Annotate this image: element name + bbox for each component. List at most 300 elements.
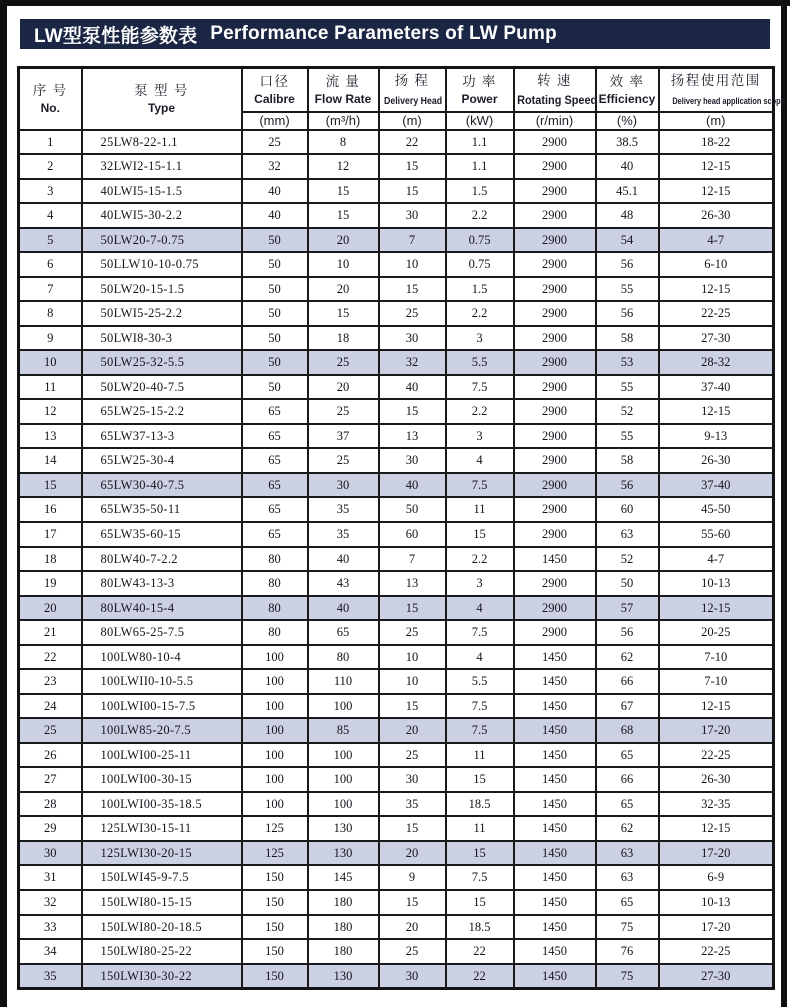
cell-rotating-speed: 2900 (514, 252, 596, 277)
cell-calibre: 32 (242, 154, 308, 179)
cell-rotating-speed: 2900 (514, 448, 596, 473)
cell-rotating-speed: 2900 (514, 375, 596, 400)
cell-rotating-speed: 1450 (514, 669, 596, 694)
cell-no: 1 (19, 130, 82, 155)
cell-power: 4 (446, 448, 514, 473)
cell-calibre: 100 (242, 792, 308, 817)
cell-calibre: 65 (242, 399, 308, 424)
cell-calibre: 40 (242, 203, 308, 228)
cell-rotating-speed: 1450 (514, 816, 596, 841)
cell-rotating-speed: 2900 (514, 301, 596, 326)
cell-delivery-head: 40 (379, 473, 446, 498)
col-label-zh: 扬 程 (394, 72, 430, 88)
col-header-calibre (242, 68, 308, 112)
cell-delivery-head: 10 (379, 645, 446, 670)
col-label-en: Delivery Head (383, 95, 442, 107)
table-row (19, 424, 774, 449)
cell-scope: 10-13 (659, 571, 774, 596)
cell-no: 35 (19, 964, 82, 989)
cell-efficiency: 76 (596, 939, 659, 964)
cell-no: 15 (19, 473, 82, 498)
cell-type: 100LWI00-25-11 (82, 743, 242, 768)
cell-calibre: 65 (242, 448, 308, 473)
cell-flow-rate: 180 (308, 939, 379, 964)
scan-edge-right (781, 0, 787, 1007)
cell-scope: 18-22 (659, 130, 774, 155)
cell-delivery-head: 30 (379, 767, 446, 792)
cell-rotating-speed: 2900 (514, 277, 596, 302)
cell-calibre: 125 (242, 816, 308, 841)
cell-delivery-head: 15 (379, 816, 446, 841)
cell-no: 33 (19, 915, 82, 940)
table-row (19, 522, 774, 547)
cell-delivery-head: 7 (379, 547, 446, 572)
cell-calibre: 50 (242, 228, 308, 253)
table-row (19, 277, 774, 302)
cell-efficiency: 40 (596, 154, 659, 179)
col-label-zh: 口径 (259, 74, 290, 90)
cell-efficiency: 63 (596, 841, 659, 866)
cell-rotating-speed: 2900 (514, 620, 596, 645)
cell-type: 25LW8-22-1.1 (82, 130, 242, 155)
cell-efficiency: 48 (596, 203, 659, 228)
cell-delivery-head: 15 (379, 154, 446, 179)
cell-calibre: 125 (242, 841, 308, 866)
cell-calibre: 80 (242, 596, 308, 621)
cell-flow-rate: 130 (308, 841, 379, 866)
cell-power: 3 (446, 424, 514, 449)
cell-efficiency: 62 (596, 816, 659, 841)
cell-power: 2.2 (446, 301, 514, 326)
cell-rotating-speed: 1450 (514, 915, 596, 940)
cell-flow-rate: 8 (308, 130, 379, 155)
cell-type: 100LWII0-10-5.5 (82, 669, 242, 694)
col-unit-rotating-speed: (r/min) (514, 112, 596, 130)
cell-delivery-head: 30 (379, 326, 446, 351)
cell-delivery-head: 60 (379, 522, 446, 547)
cell-flow-rate: 40 (308, 596, 379, 621)
table-row (19, 718, 774, 743)
cell-scope: 26-30 (659, 767, 774, 792)
cell-efficiency: 67 (596, 694, 659, 719)
cell-rotating-speed: 1450 (514, 792, 596, 817)
cell-type: 65LW30-40-7.5 (82, 473, 242, 498)
col-header-rotating-speed (514, 68, 596, 112)
table-row (19, 301, 774, 326)
col-header-no (19, 68, 82, 130)
cell-power: 15 (446, 767, 514, 792)
cell-delivery-head: 9 (379, 865, 446, 890)
col-label-en: Efficiency (598, 91, 656, 106)
cell-calibre: 50 (242, 326, 308, 351)
cell-efficiency: 66 (596, 669, 659, 694)
cell-flow-rate: 100 (308, 694, 379, 719)
cell-calibre: 50 (242, 350, 308, 375)
cell-power: 2.2 (446, 203, 514, 228)
col-header-efficiency (596, 68, 659, 112)
cell-power: 0.75 (446, 252, 514, 277)
col-label-zh: 流 量 (325, 74, 361, 90)
cell-calibre: 80 (242, 547, 308, 572)
cell-type: 150LWI30-30-22 (82, 964, 242, 989)
cell-delivery-head: 25 (379, 301, 446, 326)
cell-rotating-speed: 1450 (514, 743, 596, 768)
col-label-zh: 序 号 (32, 83, 68, 99)
cell-delivery-head: 15 (379, 399, 446, 424)
cell-scope: 17-20 (659, 718, 774, 743)
cell-flow-rate: 20 (308, 228, 379, 253)
col-label-en: No. (40, 100, 60, 115)
cell-scope: 45-50 (659, 497, 774, 522)
cell-delivery-head: 15 (379, 694, 446, 719)
page-title-zh: LW型泵性能参数表 (34, 25, 198, 47)
cell-flow-rate: 12 (308, 154, 379, 179)
cell-power: 11 (446, 497, 514, 522)
cell-efficiency: 68 (596, 718, 659, 743)
cell-rotating-speed: 1450 (514, 865, 596, 890)
cell-efficiency: 65 (596, 792, 659, 817)
cell-calibre: 150 (242, 964, 308, 989)
cell-no: 24 (19, 694, 82, 719)
col-header-power (446, 68, 514, 112)
table-row (19, 547, 774, 572)
cell-rotating-speed: 2900 (514, 326, 596, 351)
cell-rotating-speed: 2900 (514, 424, 596, 449)
cell-type: 65LW35-50-11 (82, 497, 242, 522)
col-label-en: Delivery head application scope (671, 95, 785, 106)
cell-type: 150LWI45-9-7.5 (82, 865, 242, 890)
cell-flow-rate: 37 (308, 424, 379, 449)
cell-flow-rate: 20 (308, 277, 379, 302)
cell-delivery-head: 10 (379, 252, 446, 277)
cell-no: 4 (19, 203, 82, 228)
cell-type: 65LW25-15-2.2 (82, 399, 242, 424)
table-row (19, 620, 774, 645)
cell-type: 80LW40-15-4 (82, 596, 242, 621)
performance-table (17, 66, 785, 990)
cell-efficiency: 38.5 (596, 130, 659, 155)
table-row (19, 228, 774, 253)
cell-power: 1.1 (446, 154, 514, 179)
cell-type: 100LWI00-30-15 (82, 767, 242, 792)
cell-rotating-speed: 1450 (514, 767, 596, 792)
cell-no: 5 (19, 228, 82, 253)
col-unit-flow-rate: (m³/h) (308, 112, 379, 130)
table-row (19, 375, 774, 400)
cell-calibre: 50 (242, 301, 308, 326)
cell-rotating-speed: 2900 (514, 522, 596, 547)
cell-delivery-head: 20 (379, 915, 446, 940)
cell-type: 150LWI80-20-18.5 (82, 915, 242, 940)
table-row (19, 743, 774, 768)
cell-flow-rate: 130 (308, 816, 379, 841)
table-row (19, 448, 774, 473)
cell-calibre: 150 (242, 865, 308, 890)
cell-efficiency: 62 (596, 645, 659, 670)
cell-rotating-speed: 2900 (514, 596, 596, 621)
cell-power: 4 (446, 596, 514, 621)
cell-power: 1.5 (446, 179, 514, 204)
cell-calibre: 50 (242, 277, 308, 302)
cell-efficiency: 52 (596, 547, 659, 572)
cell-scope: 22-25 (659, 301, 774, 326)
cell-scope: 26-30 (659, 203, 774, 228)
cell-calibre: 150 (242, 939, 308, 964)
cell-type: 100LWI00-15-7.5 (82, 694, 242, 719)
cell-flow-rate: 145 (308, 865, 379, 890)
cell-no: 8 (19, 301, 82, 326)
cell-flow-rate: 15 (308, 179, 379, 204)
cell-scope: 27-30 (659, 964, 774, 989)
cell-no: 2 (19, 154, 82, 179)
cell-type: 65LW35-60-15 (82, 522, 242, 547)
cell-type: 50LW20-40-7.5 (82, 375, 242, 400)
cell-efficiency: 57 (596, 596, 659, 621)
col-unit-calibre: (mm) (242, 112, 308, 130)
cell-no: 19 (19, 571, 82, 596)
cell-no: 32 (19, 890, 82, 915)
cell-rotating-speed: 1450 (514, 939, 596, 964)
cell-efficiency: 58 (596, 448, 659, 473)
cell-rotating-speed: 2900 (514, 350, 596, 375)
page-title (20, 19, 770, 49)
cell-rotating-speed: 1450 (514, 547, 596, 572)
col-header-delivery-head (379, 68, 446, 112)
cell-no: 20 (19, 596, 82, 621)
col-header-flow-rate (308, 68, 379, 112)
cell-no: 25 (19, 718, 82, 743)
cell-delivery-head: 15 (379, 596, 446, 621)
cell-type: 50LW20-15-1.5 (82, 277, 242, 302)
cell-flow-rate: 100 (308, 743, 379, 768)
cell-type: 80LW40-7-2.2 (82, 547, 242, 572)
cell-power: 1.1 (446, 130, 514, 155)
cell-no: 21 (19, 620, 82, 645)
cell-rotating-speed: 2900 (514, 399, 596, 424)
cell-flow-rate: 25 (308, 350, 379, 375)
cell-power: 1.5 (446, 277, 514, 302)
cell-power: 7.5 (446, 375, 514, 400)
cell-scope: 10-13 (659, 890, 774, 915)
cell-delivery-head: 15 (379, 890, 446, 915)
cell-power: 2.2 (446, 399, 514, 424)
cell-no: 23 (19, 669, 82, 694)
cell-power: 22 (446, 964, 514, 989)
table-row (19, 399, 774, 424)
cell-flow-rate: 180 (308, 890, 379, 915)
cell-power: 7.5 (446, 718, 514, 743)
cell-delivery-head: 20 (379, 718, 446, 743)
cell-flow-rate: 18 (308, 326, 379, 351)
cell-flow-rate: 85 (308, 718, 379, 743)
cell-scope: 37-40 (659, 375, 774, 400)
cell-flow-rate: 80 (308, 645, 379, 670)
cell-scope: 12-15 (659, 277, 774, 302)
cell-efficiency: 58 (596, 326, 659, 351)
cell-delivery-head: 20 (379, 841, 446, 866)
cell-efficiency: 55 (596, 424, 659, 449)
cell-scope: 28-32 (659, 350, 774, 375)
cell-flow-rate: 110 (308, 669, 379, 694)
cell-scope: 37-40 (659, 473, 774, 498)
cell-scope: 20-25 (659, 620, 774, 645)
cell-delivery-head: 10 (379, 669, 446, 694)
table-row (19, 865, 774, 890)
table-row (19, 154, 774, 179)
cell-scope: 6-10 (659, 252, 774, 277)
cell-rotating-speed: 2900 (514, 130, 596, 155)
cell-type: 125LWI30-20-15 (82, 841, 242, 866)
col-label-zh: 扬程使用范围 (670, 72, 761, 88)
cell-no: 10 (19, 350, 82, 375)
cell-rotating-speed: 1450 (514, 645, 596, 670)
cell-no: 28 (19, 792, 82, 817)
cell-delivery-head: 25 (379, 939, 446, 964)
cell-flow-rate: 65 (308, 620, 379, 645)
cell-scope: 27-30 (659, 326, 774, 351)
cell-scope: 12-15 (659, 179, 774, 204)
cell-efficiency: 65 (596, 890, 659, 915)
cell-rotating-speed: 2900 (514, 179, 596, 204)
cell-no: 12 (19, 399, 82, 424)
col-label-en: Type (147, 100, 176, 115)
cell-scope: 4-7 (659, 228, 774, 253)
table-row (19, 130, 774, 155)
cell-delivery-head: 7 (379, 228, 446, 253)
cell-power: 4 (446, 645, 514, 670)
table-row (19, 203, 774, 228)
cell-rotating-speed: 1450 (514, 841, 596, 866)
cell-delivery-head: 40 (379, 375, 446, 400)
table-row (19, 645, 774, 670)
page-title-en: Performance Parameters of LW Pump (210, 23, 557, 44)
cell-delivery-head: 32 (379, 350, 446, 375)
cell-scope: 32-35 (659, 792, 774, 817)
cell-power: 7.5 (446, 865, 514, 890)
cell-no: 22 (19, 645, 82, 670)
cell-type: 65LW37-13-3 (82, 424, 242, 449)
cell-scope: 7-10 (659, 645, 774, 670)
cell-efficiency: 52 (596, 399, 659, 424)
table-row (19, 473, 774, 498)
col-unit-delivery-head-application-scope: (m) (659, 112, 774, 130)
cell-calibre: 65 (242, 424, 308, 449)
cell-no: 14 (19, 448, 82, 473)
cell-power: 3 (446, 326, 514, 351)
cell-rotating-speed: 2900 (514, 228, 596, 253)
cell-flow-rate: 35 (308, 497, 379, 522)
cell-type: 50LW20-7-0.75 (82, 228, 242, 253)
cell-type: 100LWI00-35-18.5 (82, 792, 242, 817)
cell-power: 18.5 (446, 915, 514, 940)
cell-efficiency: 56 (596, 301, 659, 326)
cell-flow-rate: 130 (308, 964, 379, 989)
cell-calibre: 50 (242, 375, 308, 400)
cell-type: 40LWI5-15-1.5 (82, 179, 242, 204)
col-label-en: Calibre (254, 91, 295, 106)
col-header-type (82, 68, 242, 130)
cell-flow-rate: 30 (308, 473, 379, 498)
cell-no: 31 (19, 865, 82, 890)
cell-type: 50LWI5-25-2.2 (82, 301, 242, 326)
cell-type: 65LW25-30-4 (82, 448, 242, 473)
cell-flow-rate: 25 (308, 399, 379, 424)
cell-delivery-head: 15 (379, 277, 446, 302)
cell-efficiency: 55 (596, 277, 659, 302)
cell-delivery-head: 25 (379, 743, 446, 768)
cell-scope: 6-9 (659, 865, 774, 890)
cell-flow-rate: 100 (308, 767, 379, 792)
cell-no: 9 (19, 326, 82, 351)
table-row (19, 792, 774, 817)
table-header (19, 68, 785, 130)
col-header-delivery-head-application-scope (659, 68, 785, 112)
cell-type: 50LWI8-30-3 (82, 326, 242, 351)
cell-flow-rate: 180 (308, 915, 379, 940)
cell-power: 7.5 (446, 620, 514, 645)
cell-flow-rate: 100 (308, 792, 379, 817)
table-row (19, 841, 774, 866)
cell-no: 16 (19, 497, 82, 522)
cell-no: 18 (19, 547, 82, 572)
cell-calibre: 80 (242, 571, 308, 596)
cell-scope: 9-13 (659, 424, 774, 449)
cell-calibre: 65 (242, 522, 308, 547)
table-row (19, 596, 774, 621)
cell-type: 80LW65-25-7.5 (82, 620, 242, 645)
cell-rotating-speed: 1450 (514, 718, 596, 743)
cell-type: 40LWI5-30-2.2 (82, 203, 242, 228)
cell-calibre: 100 (242, 718, 308, 743)
cell-efficiency: 60 (596, 497, 659, 522)
cell-scope: 12-15 (659, 596, 774, 621)
cell-calibre: 100 (242, 645, 308, 670)
cell-efficiency: 56 (596, 620, 659, 645)
cell-efficiency: 63 (596, 865, 659, 890)
table-row (19, 767, 774, 792)
cell-efficiency: 75 (596, 964, 659, 989)
col-label-zh: 泵 型 号 (134, 83, 189, 99)
table-row (19, 816, 774, 841)
cell-power: 15 (446, 890, 514, 915)
cell-power: 0.75 (446, 228, 514, 253)
cell-efficiency: 56 (596, 473, 659, 498)
cell-no: 30 (19, 841, 82, 866)
cell-scope: 55-60 (659, 522, 774, 547)
scan-edge-top (0, 0, 790, 6)
cell-efficiency: 50 (596, 571, 659, 596)
cell-efficiency: 65 (596, 743, 659, 768)
cell-calibre: 150 (242, 890, 308, 915)
cell-scope: 26-30 (659, 448, 774, 473)
cell-delivery-head: 22 (379, 130, 446, 155)
cell-power: 3 (446, 571, 514, 596)
table-row (19, 915, 774, 940)
cell-delivery-head: 50 (379, 497, 446, 522)
cell-power: 7.5 (446, 694, 514, 719)
cell-rotating-speed: 2900 (514, 203, 596, 228)
cell-no: 27 (19, 767, 82, 792)
cell-power: 18.5 (446, 792, 514, 817)
cell-calibre: 100 (242, 767, 308, 792)
cell-type: 150LWI80-25-22 (82, 939, 242, 964)
table-row (19, 497, 774, 522)
cell-scope: 7-10 (659, 669, 774, 694)
scan-edge-left (0, 0, 7, 1007)
cell-flow-rate: 35 (308, 522, 379, 547)
cell-calibre: 80 (242, 620, 308, 645)
col-unit-delivery-head: (m) (379, 112, 446, 130)
